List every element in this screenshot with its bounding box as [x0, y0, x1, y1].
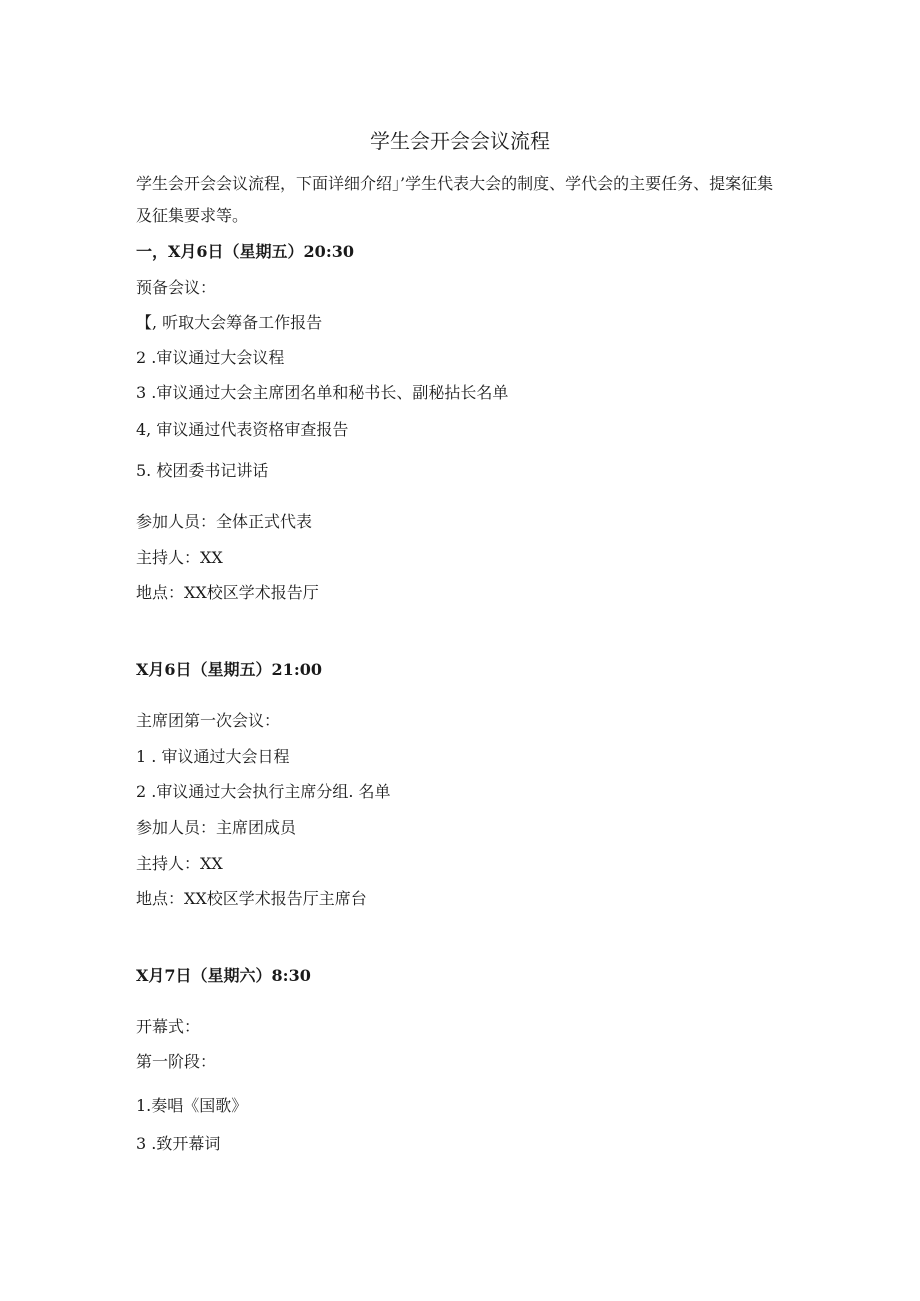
- section2-host: 主持人：XX: [136, 854, 223, 873]
- section3-heading: X月7日（星期六）8:30: [136, 966, 311, 985]
- section1-participants: 参加人员：全体正式代表: [136, 512, 313, 531]
- section1-item: 3 .审议通过大会主席团名单和秘书长、副秘拈长名单: [136, 383, 509, 402]
- intro-paragraph: 学生会开会会议流程，下面详细介绍」’学生代表大会的制度、学代会的主要任务、提案征集及征集要求等。: [136, 174, 774, 225]
- section1-heading: 一，X月6日（星期五）20:30: [136, 242, 354, 261]
- section3-item: 3 .致开幕词: [136, 1134, 221, 1153]
- section1-subtitle: 预备会议：: [136, 278, 217, 297]
- section2-participants: 参加人员：主席团成员: [136, 818, 297, 837]
- section1-item: 4, 审议通过代表资格审查报告: [136, 420, 349, 439]
- section3-item: 1.奏唱《国歌》: [136, 1096, 248, 1115]
- section2-subtitle: 主席团第一次会议：: [136, 711, 281, 730]
- section1-host: 主持人：XX: [136, 548, 223, 567]
- section2-item: 1 . 审议通过大会日程: [136, 747, 290, 766]
- section1-location: 地点：XX校区学术报告厅: [136, 583, 319, 602]
- section1-item: 【, 听取大会筹备工作报告: [136, 313, 323, 332]
- section2-heading: X月6日（星期五）21:00: [136, 660, 322, 679]
- document-title: 学生会开会会议流程: [370, 129, 550, 153]
- section3-stage: 第一阶段：: [136, 1052, 217, 1071]
- section3-subtitle: 开幕式：: [136, 1017, 201, 1036]
- section1-item: 5. 校团委书记讲话: [136, 461, 269, 480]
- section2-item: 2 .审议通过大会执行主席分组. 名单: [136, 782, 391, 801]
- section2-location: 地点：XX校区学术报告厅主席台: [136, 889, 367, 908]
- section1-item: 2 .审议通过大会议程: [136, 348, 285, 367]
